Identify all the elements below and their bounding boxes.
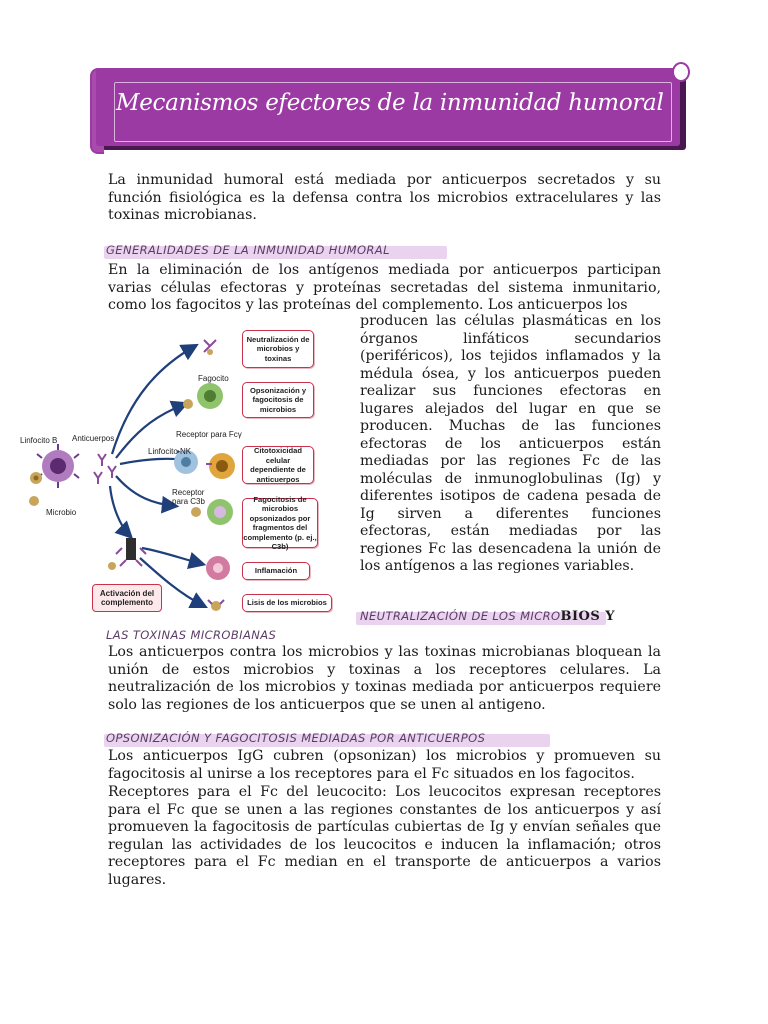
section-heading-neutralizacion-cont: LAS TOXINAS MICROBIANAS [106,628,277,642]
banner-scroll-right [672,62,690,82]
heading-part-b: BIOS Y [560,609,616,624]
complement-icon [108,538,146,570]
label-microbio: Microbio [46,508,77,517]
box-citotoxicidad: Citotoxicidad celular dependiente de anticuerpos [242,446,314,484]
b-cell-icon [37,444,79,488]
section3-paragraph-1: Los anticuerpos IgG cubren (opsonizan) los microbios y promueven su fagocitosis al unirse a los receptores para el Fc situados en los fagocitos. [108,748,661,782]
box-neutralizacion: Neutralización de microbios y toxinas [242,330,314,368]
phagocyte-icon [183,383,223,409]
heading-part-a: NEUTRALIZACIÓN DE LOS MICRO [360,609,561,623]
effector-mechanisms-figure [20,326,340,616]
box-activacion-complemento: Activación del complemento [92,584,162,612]
section-heading-generalidades: GENERALIDADES DE LA INMUNIDAD HUMORAL [106,243,390,257]
section1-paragraph-side: producen las células plasmáticas en los órganos linfáticos secundarios (periféricos), los tejidos inflamados y la médula ósea, y los anticuerpos pueden realizar sus funciones efectoras en lugares alejados del lugar en que se producen. Muchas de las funciones efectoras de los anticuerpos están mediadas por las regiones Fc de las moléculas de inmunoglobulinas (Ig) y diferentes isotipos de cadena pesada de Ig sirven a diferentes funciones efectoras, están mediadas por las regiones Fc las desencadena la unión de los antígenos a las regiones variables. [360,313,661,574]
microbe-icon [29,472,42,506]
label-fagocito: Fagocito [198,374,229,383]
section-heading-neutralizacion [360,609,615,624]
label-anticuerpos: Anticuerpos [72,434,115,443]
box-opsonizacion: Opsonización y fagocitosis de microbios [242,382,314,418]
label-linfocito-b: Linfocito B [20,436,58,445]
intro-paragraph: La inmunidad humoral está mediada por anticuerpos secretados y su función fisiológica es la defensa contra los microbios extracelulares y las toxinas microbianas. [108,172,661,223]
section-heading-opsonizacion: OPSONIZACIÓN Y FAGOCITOSIS MEDIADAS POR ANTICUERPOS [106,731,486,745]
title-banner [92,62,690,158]
label-receptor-fc: Receptor para Fcγ [176,430,242,439]
box-lisis: Lisis de los microbios [242,594,332,612]
label-receptor-c3b: Receptor para C3b [172,488,205,506]
toxin-icon [204,340,216,355]
box-inflamacion: Inflamación [242,562,310,580]
inflammation-icon [206,556,230,580]
banner-ribbon [96,68,680,146]
antibodies-icon [94,454,116,484]
lysis-icon [208,600,224,611]
label-linfocito-nk: Linfocito NK [148,447,192,456]
box-fagocitosis-c3b: Fagocitosis de microbios opsonizados por fragmentos del complemento (p. ej., C3b) [243,494,317,551]
section1-paragraph-top: En la eliminación de los antígenos mediada por anticuerpos participan varias células efectoras y proteínas secretadas del sistema inmunitario, como los fagocitos y las proteínas del complemento. Los anticuerpos los [108,262,661,313]
section3-paragraph-2: Receptores para el Fc del leucocito: Los leucocitos expresan receptores para el Fc que se unen a las regiones constantes de los anticuerpos y así promueven la fagocitosis de partículas cubiertas de Ig y envían señales que regulan las actividades de los leucocitos e inducen la inflamación; otros receptores para el Fc median en el transporte de anticuerpos a varios lugares. [108,784,661,888]
section2-paragraph: Los anticuerpos contra los microbios y las toxinas microbianas bloquean la unión de estos microbios y toxinas a los receptores celulares. La neutralización de los microbios y toxinas mediada por anticuerpos requiere solo las regiones de los anticuerpos que se unen al antigeno. [108,644,661,713]
page-title: Mecanismos efectores de la inmunidad humoral [116,90,664,116]
